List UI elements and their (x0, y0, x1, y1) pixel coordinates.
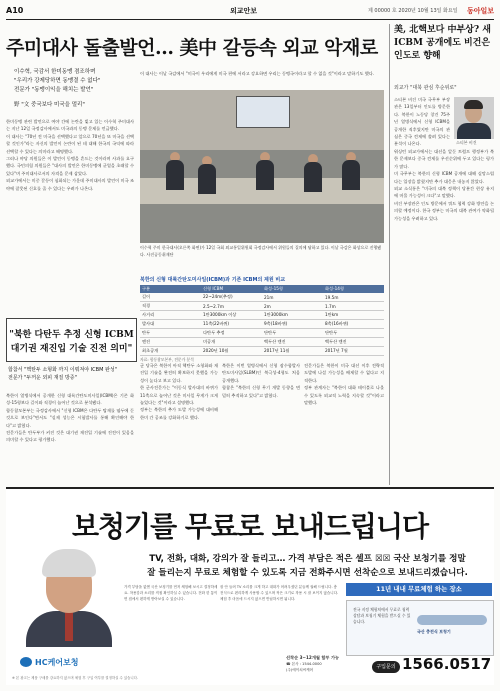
table-cell: 22~24m(추정) (201, 293, 262, 302)
table-cell: 1만km (323, 311, 384, 320)
table-cell: 1.7m (323, 302, 384, 311)
table-cell: 2.5~2.7m (201, 302, 262, 311)
table-cell: 19.5m (323, 293, 384, 302)
table-cell: 11축(22바퀴) (201, 320, 262, 329)
paragraph: 정부는 북한의 추가 도발 가능성에 대비해 한미 간 공조를 강화하기로 했다. (140, 407, 218, 420)
table-cell: 2017년 11월 (262, 347, 323, 356)
photo-caption: 이수혁 주미 한국대사(오른쪽 화면)가 12일 국회 외교통일위원회 국정감사에서 위원들의 질의에 답하고 있다. 이날 국감은 화상으로 진행됐다. 사진공동취재단 (140, 245, 382, 257)
ad-installment-note: 선착순 3~12개월 할부 가능 (286, 655, 340, 660)
paragraph: 전문가들은 북한이 미국 대선 이후 전략적 도발에 나설 가능성을 배제할 수 없다고 지적한다. (304, 363, 384, 383)
side-body (394, 148, 494, 483)
paragraph: 합동참모본부는 국정감사에서 "신형 ICBM은 다탄두 탑재를 염두에 둔 것으로 보인다"면서도 "실제 성능은 시험발사를 통해 확인해야 한다"고 밝혔다. (6, 407, 134, 428)
lower-body-left (6, 392, 134, 484)
table-cell: 단탄두 (262, 329, 323, 338)
issue-meta: 제 00000 호 2020년 10월 13일 화요일 (368, 8, 458, 14)
ad-phone-number[interactable]: 1566.0517 (402, 655, 492, 673)
main-subheads (14, 68, 134, 110)
paragraph: 미 국무부는 북한의 신형 ICBM 공개에 대해 실망스럽다는 입장을 밝혔지만 추가 대응은 내놓지 않았다. (394, 171, 494, 184)
paragraph: 비건 부장관은 인도 방문에서 쿼드 협력 강화 방안을 논의할 예정이다. 한국 정부는 미국의 대북 관여가 약화될 가능성을 우려하고 있다. (394, 200, 494, 221)
paragraph: 외교가에서는 미중 갈등이 심화되는 가운데 주미대사의 발언이 미국 조야에 잘못된 신호를 줄 수 있다는 우려가 나온다. (6, 178, 134, 191)
ad-model-photo (20, 547, 116, 647)
lower-body-right (304, 362, 384, 484)
ad-company: (주)에이치씨케어 (286, 668, 314, 672)
brand-mark-icon (20, 657, 32, 667)
table-row (140, 347, 384, 356)
table-header-cell: 신형 ICBM (201, 285, 262, 293)
ad-product-label: 국산 충전식 보청기 (417, 629, 451, 634)
ad-tagline-1: TV, 전화, 대화, 강의가 잘 들리고… 가격 부담은 적은 셀프 ☒☒ 국산 보청기를 정말 (149, 554, 466, 564)
table-row (140, 329, 384, 338)
paragraph: 이 대사는 이날 국감에서 "미국이 우리에게 미국 편에 서라고 강요하면 우리는 동맹국이라고 할 수 없을 것"이라고 말하기도 했다. (140, 71, 375, 76)
side-body-top (394, 96, 450, 156)
table-cell: 백두산 엔진 (262, 338, 323, 347)
table-cell: 미공개 (201, 338, 262, 347)
paragraph: 스티븐 비건 미국 국무부 부장관은 13일부터 인도를 방문한다. 북한이 노동당 창건 75주년 열병식에서 신형 ICBM을 공개한 직후였지만 미국의 관심은 중국 견제에 쏠려 있다는 분석이 나온다. (394, 97, 450, 147)
ad-tagline-2: 잘 들리는지 무료로 체험할 수 있도록 지금 전화주시면 선착순으로 보내드리겠습니다. (147, 568, 468, 578)
table-row (140, 338, 384, 347)
subhead-b: "우리가 강제당하면 동맹결 수 없다" (14, 78, 101, 84)
lower-subhead: 합참서 "핵탄두 소형화 까지 이뤄져야 ICBM 완성" (8, 367, 117, 373)
table-cell: 2020년 10월 (201, 347, 262, 356)
section-name: 외교안보 (230, 7, 258, 15)
table-header-cell: 구분 (140, 285, 201, 293)
paragraph: 한미동맹 관련 발언으로 여야 간에 논란을 빚고 있는 이수혁 주미대사는 지난 12일 국정감사에서도 미국과의 동맹 문제를 언급했다. (6, 119, 134, 132)
ad-hq-phone: ☎ 본사 : 1544-0000 (286, 662, 322, 666)
paragraph: 합참은 "북한의 신형 무기 개발 동향을 면밀히 추적하고 있다"고 밝혔다. (222, 385, 300, 398)
paragraph: 정부 관계자는 "북한이 대화 테이블로 나올 수 있도록 외교적 노력을 지속할 것"이라고 말했다. (304, 385, 384, 406)
lower-headline-line: "북한 다탄두 추정 신형 ICBM (9, 330, 134, 340)
paragraph: 워싱턴 외교가에서는 대선을 앞둔 트럼프 행정부가 북한 문제보다 중국 견제를 우선순위에 두고 있다는 평가가 많다. (394, 149, 494, 169)
ad-contact-info (286, 655, 339, 673)
brand-name: HC케어보청 (35, 658, 79, 667)
table-cell: 8축(16바퀴) (323, 320, 384, 329)
paragraph: 전문가들은 탄두부가 커진 것은 대기권 재진입 기술에 진전이 있음을 의미할 수 있다고 평가했다. (6, 430, 134, 443)
main-headline: 주미대사 돌출발언… 美中 갈등속 외교 악재로 (6, 37, 378, 59)
table-cell: 발사대 (140, 320, 201, 329)
table-cell: 길이 (140, 293, 201, 302)
table-cell: 1만3000km 이상 (201, 311, 262, 320)
table-cell: 다탄두 추정 (201, 329, 262, 338)
table-cell: 2m (262, 302, 323, 311)
news-photo-video-conference (140, 90, 384, 243)
lower-body-mid2 (222, 362, 300, 484)
column-divider (389, 24, 390, 485)
table-cell: 최초공개 (140, 347, 201, 356)
table-header-cell: 화성-14형 (323, 285, 384, 293)
header-rule (6, 19, 494, 20)
portrait-photo (454, 97, 494, 139)
article-body-top (140, 70, 384, 88)
ad-free-trial-banner: 11년 내내 무료체험 하는 장소 (346, 583, 492, 596)
subhead-c: 전문가 "동맹이익을 해치는 발언" (14, 87, 94, 93)
table-cell: 1만3000km (262, 311, 323, 320)
table-row (140, 293, 384, 302)
subhead-a: 이수혁, 국감서 한미동맹 겸조하며 (14, 69, 96, 75)
paragraph: 외교 소식통은 "미국의 대북 정책이 당분간 현상 유지에 머물 가능성이 크다"고 말했다. (394, 186, 494, 199)
hearing-aid-icon (417, 615, 487, 625)
ad-disclaimer: ※ 본 광고는 제품 구매를 강요하지 않으며 체험 후 구입 여부를 결정하실 수 있습니다. (12, 676, 139, 680)
table-title: 북한의 신형 대륙간탄도미사일(ICBM)과 기존 ICBM의 제원 비교 (140, 277, 286, 283)
ad-body-1: 가격 부담을 없앤 국산 보청기를 먼저 체험해 보시고 결정하세요. 착용감과 소리를 직접 확인하실 수 있습니다. 전화 한 통이면 집에서 편하게 받아보실 수 있습니다. (124, 585, 218, 601)
subhead-d: 野 "文 중국보다 미국을 멀리" (14, 102, 85, 108)
lower-headline-line: 대기권 재진입 기술 진전 의미" (10, 344, 133, 354)
ad-brand-logo (20, 655, 90, 669)
table-cell: 백두산 엔진 (323, 338, 384, 347)
video-screen (236, 96, 290, 128)
lower-headline-box (6, 318, 137, 362)
table-source: 자료: 합동참모본부, 전문가 분석 (140, 357, 194, 362)
lower-subheads (8, 366, 134, 382)
hearing-aid-advertisement (6, 487, 494, 685)
ad-headline: 보청기를 무료로 보내드립니다 (71, 510, 429, 543)
table-cell: 21m (262, 293, 323, 302)
table-row (140, 320, 384, 329)
lower-subhead: 전문가 "두꺼운 외피 재질 방증" (8, 375, 77, 381)
table-row (140, 311, 384, 320)
table-cell: 탄두 (140, 329, 201, 338)
page-number: A10 (6, 6, 24, 15)
table-cell: 9축(18바퀴) (262, 320, 323, 329)
paragraph: 이 대사는 "70년 전 미국을 선택했다고 앞으로 70년을 또 미국을 선택할 것인가"라는 자신의 발언이 논란이 된 데 대해 한국의 국익에 따라 선택할 수 있다는 의미라고 해명했다. (6, 133, 134, 154)
paragraph: 북한이 열병식에서 공개한 신형 대륙간탄도미사일(ICBM)은 기존 화성-15형보다 길이와 직경이 늘어난 것으로 분석됐다. (6, 393, 134, 406)
lower-body-mid (140, 362, 218, 484)
publication-name: 동아일보 (466, 7, 494, 15)
paragraph: 그러나 야당 의원들은 이 발언이 동맹을 흔드는 것이라며 사과를 요구했다. 국민의힘 의원들은 "대사의 발언은 한미동맹에 균열을 초래할 수 있다"며 주미대사로서의 자격을 문제 삼았다. (6, 156, 134, 176)
page-header (6, 4, 494, 18)
article-body-left (6, 118, 134, 308)
table-row (140, 302, 384, 311)
side-headline: 美, 北핵보다 中부상? 새 ICBM 공개에도 비건은 인도로 향해 (394, 25, 491, 61)
ad-product-box (346, 600, 494, 656)
paragraph: 북한은 이번 열병식에서 신형 잠수함발사탄도미사일(SLBM)인 북극성-4형도 처음 공개했다. (222, 363, 300, 383)
table-cell: 직경 (140, 302, 201, 311)
paragraph: 한 군사전문가는 "이동식 발사대의 바퀴가 11축으로 늘어난 것은 미사일 무게가 크게 늘었다는 것"이라고 설명했다. (140, 385, 218, 406)
table-cell: 2017년 7월 (323, 347, 384, 356)
ad-product-text: 전국 지정 체험처에서 무료로 청력 상담과 보청기 체험을 받으실 수 있습니다. (353, 607, 411, 624)
table-header-cell: 화성-15형 (262, 285, 323, 293)
ad-body-2: 잘 안 들려 TV 소리를 크게 하고 대화가 어려우셨던 분들께 권해 드립니다. 충전식으로 편리하게 사용할 수 있으며 작은 크기로 착용 시 잘 보이지 않습니다. 체험 후 마음에 드시지 않으면 반납하시면 됩니다. (220, 585, 339, 601)
portrait-caption: 스티븐 비건 (456, 140, 477, 145)
table-cell: 엔진 (140, 338, 201, 347)
table-cell: 단탄두 (323, 329, 384, 338)
ad-call-label: 구입문의 (372, 661, 400, 673)
table-cell: 사거리 (140, 311, 201, 320)
paragraph: 군 당국은 북한이 아직 핵탄두 소형화와 재진입 기술을 완전히 확보하지 못했을 가능성이 높다고 보고 있다. (140, 363, 218, 383)
spec-comparison-table (140, 276, 384, 363)
side-subhead: 외교가 "대북 관심 후순위로" (394, 85, 457, 91)
